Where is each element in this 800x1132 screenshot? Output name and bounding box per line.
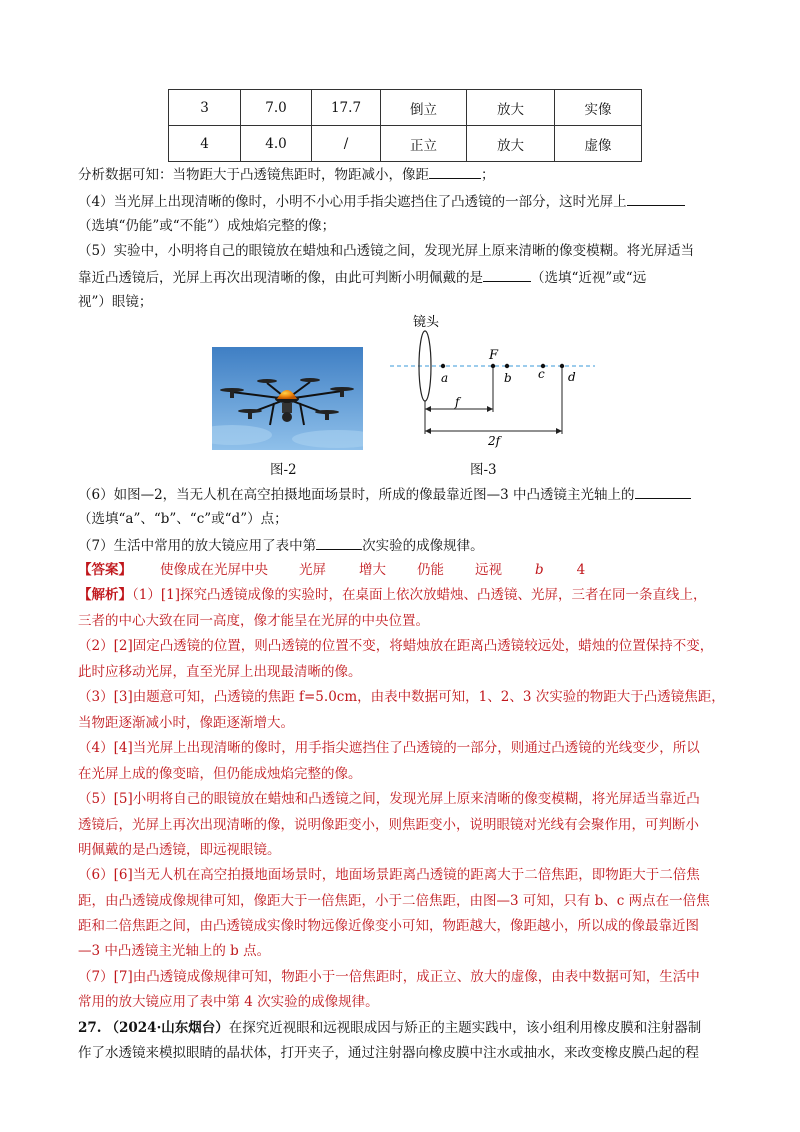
table-cell: 4: [169, 126, 241, 162]
drone-photo: [212, 347, 363, 450]
question-source: （2024·山东烟台）: [105, 1020, 229, 1036]
analysis-line: （6）[6]当无人机在高空拍摄地面场景时，地面场景距离凸透镜的距离大于二倍焦距，即物距大于二倍焦: [78, 867, 700, 883]
question-line: （7）生活中常用的放大镜应用了表中第 次实验的成像规律。: [78, 535, 484, 556]
label-f: f: [455, 395, 460, 409]
analysis-line: （7）[7]由凸透镜成像规律可知，物距小于一倍焦距时，成正立、放大的虚像，由表中数据可知，生活中: [78, 969, 700, 985]
table-cell: 正立: [381, 126, 467, 162]
analysis-line: 在光屏上成的像变暗，但仍能成烛焰完整的像。: [78, 766, 362, 782]
answer-item: 仍能: [417, 562, 444, 578]
answer-blank: [635, 484, 691, 499]
point-a: [441, 364, 445, 368]
question-27-line: 作了水透镜来模拟眼睛的晶状体，打开夹子，通过注射器向橡皮膜中注水或抽水，来改变橡皮膜凸起的程: [78, 1045, 699, 1061]
analysis-line: （3）[3]由题意可知，凸透镜的焦距 f=5.0cm，由表中数据可知，1、2、3 次实验的物距大于凸透镜焦距，: [78, 689, 725, 705]
table-row: [169, 90, 642, 126]
answer-item: 使像成在光屏中央: [160, 562, 268, 578]
answer-item: 增大: [359, 562, 386, 578]
table-cell: 实像: [555, 90, 642, 126]
answer-item: 4: [576, 562, 586, 578]
table-cell: 17.7: [312, 90, 381, 126]
table-cell: 放大: [467, 126, 555, 162]
table-cell: 虚像: [555, 126, 642, 162]
table-cell: 倒立: [381, 90, 467, 126]
point-b: [505, 364, 509, 368]
question-line: （4）当光屏上出现清晰的像时，小明不小心用手指尖遮挡住了凸透镜的一部分，这时光屏上: [78, 191, 685, 212]
analysis-line: 明佩戴的是凸透镜，即远视眼镜。: [78, 842, 281, 858]
data-table: [168, 89, 642, 162]
label-2f: 2f: [488, 434, 501, 448]
answer-blank: [483, 267, 531, 282]
analysis-line: 距，由凸透镜成像规律可知，像距大于一倍焦距，小于二倍焦距，由图—3 可知，只有 b、c 两点在一倍焦: [78, 893, 710, 909]
analysis-line: 透镜后，光屏上再次出现清晰的像，说明像距变小，则焦距变小，说明眼镜对光线有会聚作用，可判断小: [78, 817, 699, 833]
table-cell: 4.0: [241, 126, 312, 162]
label-b: b: [504, 371, 512, 385]
analysis-line: 常用的放大镜应用了表中第 4 次实验的成像规律。: [78, 994, 379, 1010]
question-line: 视”）眼镜；: [78, 294, 153, 310]
answer-line: [78, 560, 585, 580]
analysis-label: 【解析】: [78, 587, 132, 603]
answer-blank: [316, 535, 362, 550]
table-row: [169, 126, 642, 162]
question-line: （选填“a”、“b”、“c”或“d”）点；: [78, 511, 288, 527]
analysis-line: （2）[2]固定凸透镜的位置，则凸透镜的位置不变，将蜡烛放在距离凸透镜较远处，蜡烛的位置保持不变，: [78, 638, 714, 654]
answer-blank: [429, 164, 481, 179]
answer-item: 远视: [475, 562, 502, 578]
table-cell: 3: [169, 90, 241, 126]
analysis-line: 当物距逐渐减小时，像距逐渐增大。: [78, 715, 294, 731]
lens-diagram: [385, 310, 600, 450]
question-line: （6）如图—2，当无人机在高空拍摄地面场景时，所成的像最靠近图—3 中凸透镜主光轴上的: [78, 484, 691, 505]
analysis-line: 三者的中心大致在同一高度，像才能呈在光屏的中央位置。: [78, 613, 429, 629]
answer-item: 光屏: [299, 562, 326, 578]
analysis-line: 距和二倍焦距之间，由凸透镜成实像时物远像近像变小可知，物距越大，像距越小，所以成的像最靠近图: [78, 918, 699, 934]
analysis-line: （4）[4]当光屏上出现清晰的像时，用手指尖遮挡住了凸透镜的一部分，则通过凸透镜的光线变少，所以: [78, 740, 700, 756]
label-F: F: [489, 348, 499, 363]
figure-2-caption: 图-2: [270, 462, 297, 478]
analysis-line: 【解析】（1）[1]探究凸透镜成像的实验时，在桌面上依次放蜡烛、凸透镜、光屏，三者在同一条直线上，: [78, 587, 707, 603]
answer-label: 【答案】: [78, 562, 132, 578]
question-line: （选填“仍能”或“不能”）成烛焰完整的像；: [78, 218, 336, 234]
answer-item: b: [535, 562, 544, 578]
figure-3-caption: 图-3: [470, 462, 497, 478]
table-cell: 放大: [467, 90, 555, 126]
analysis-line: （5）[5]小明将自己的眼镜放在蜡烛和凸透镜之间，发现光屏上原来清晰的像变模糊，将光屏适当靠近凸: [78, 791, 700, 807]
table-cell: /: [312, 126, 381, 162]
analysis-line: 此时应移动光屏，直至光屏上出现最清晰的像。: [78, 664, 362, 680]
question-27-line: 27. （2024·山东烟台）在探究近视眼和远视眼成因与矫正的主题实践中，该小组利用橡皮膜和注射器制: [78, 1020, 702, 1036]
question-line: （5）实验中，小明将自己的眼镜放在蜡烛和凸透镜之间，发现光屏上原来清晰的像变模糊。将光屏适当: [78, 243, 695, 259]
question-line: 靠近凸透镜后，光屏上再次出现清晰的像，由此可判断小明佩戴的是 （选填“近视”或“远: [78, 267, 646, 288]
table-cell: 7.0: [241, 90, 312, 126]
question-line: 分析数据可知：当物距大于凸透镜焦距时，物距减小，像距 ；: [78, 164, 495, 185]
focal-point-F: [491, 364, 495, 368]
label-a: a: [441, 371, 449, 385]
answer-blank: [627, 191, 685, 206]
analysis-line: —3 中凸透镜主光轴上的 b 点。: [78, 943, 271, 959]
label-d: d: [568, 370, 576, 384]
lens-label: 镜头: [413, 315, 440, 330]
point-d: [560, 364, 564, 368]
question-number: 27.: [78, 1020, 102, 1036]
label-c: c: [538, 367, 545, 381]
